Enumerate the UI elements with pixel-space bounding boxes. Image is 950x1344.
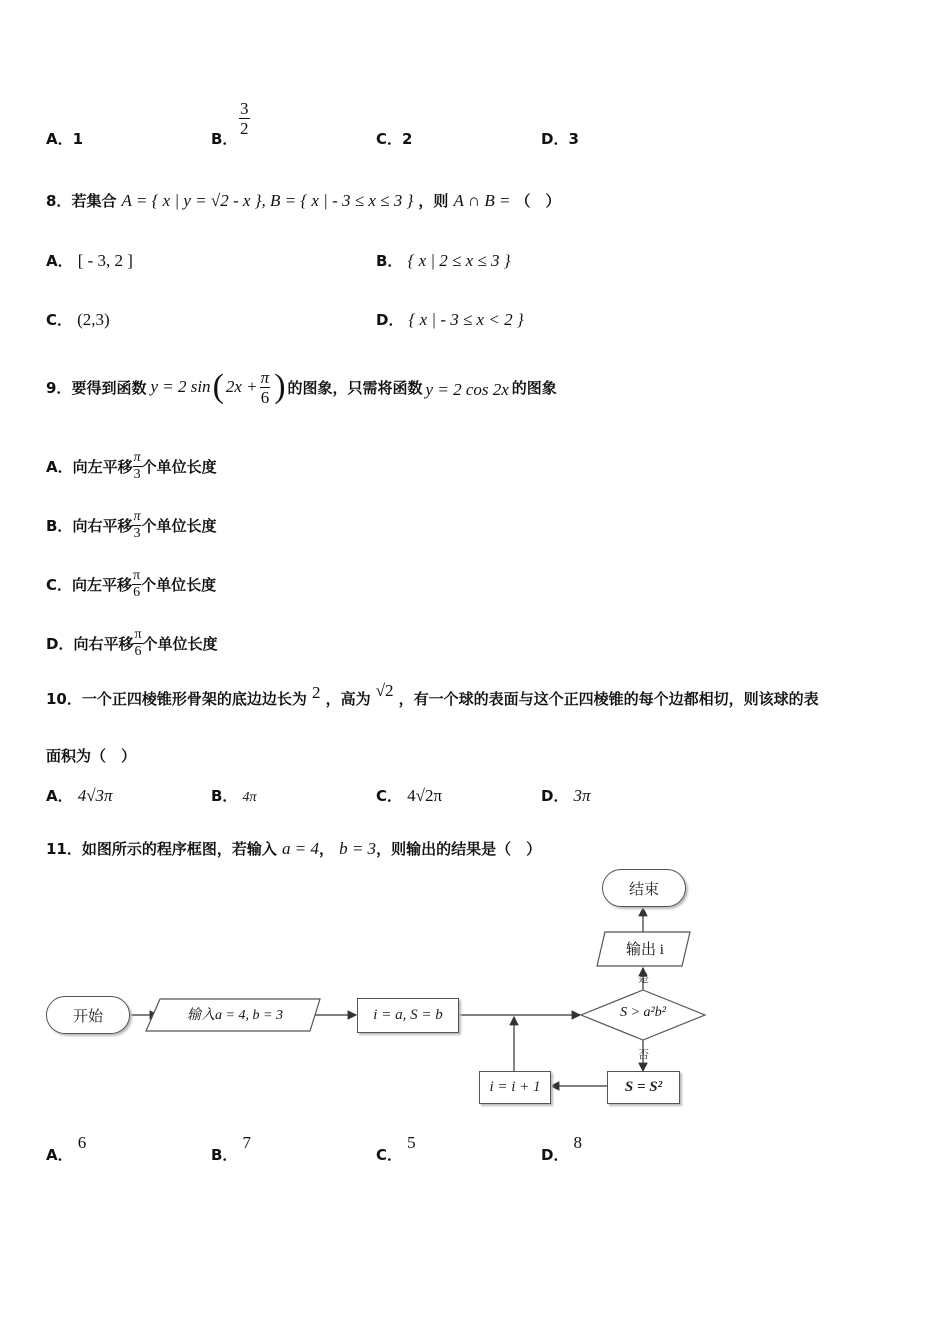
option-label: A． — [46, 787, 73, 805]
option-label: B． — [376, 252, 403, 270]
numerator: π — [134, 627, 142, 642]
flow-decision-text: S > a²b² — [620, 1005, 666, 1020]
option-value: 3 — [568, 130, 579, 148]
question-number: 10． — [46, 690, 82, 708]
height-value: √2 — [375, 681, 394, 700]
option-label: B． — [211, 130, 238, 148]
numerator: π — [133, 509, 141, 524]
numerator: 3 — [240, 99, 249, 118]
stem-text: ，高为 — [325, 690, 371, 708]
answer-paren: （ ） — [515, 192, 561, 210]
numerator: π — [260, 367, 270, 387]
separator: ， — [318, 840, 334, 858]
option-label: B． — [46, 517, 73, 535]
input-a: a = 4 — [281, 839, 319, 858]
stem-text: 要得到函数 — [71, 378, 147, 397]
option-label: C． — [46, 311, 73, 329]
input-b: b = 3 — [339, 839, 377, 858]
option-value: 6 — [77, 1133, 87, 1152]
unit-text: 个单位长度 — [142, 635, 218, 653]
option-value: { x | - 3 ≤ x < 2 } — [408, 310, 524, 329]
right-paren: ) — [274, 368, 286, 405]
option-value: 3π — [573, 786, 591, 805]
denominator: 6 — [260, 387, 270, 407]
flow-output — [605, 938, 685, 959]
q11-option-d[interactable] — [541, 1132, 583, 1164]
option-label: C． — [46, 576, 73, 594]
denominator: 6 — [134, 644, 142, 659]
function-1-argument: 2x + — [225, 377, 258, 396]
denominator: 6 — [133, 585, 141, 600]
option-label: D． — [46, 635, 74, 653]
option-value: 4π — [242, 790, 257, 805]
flow-start-text: 开始 — [72, 1008, 103, 1025]
flow-input — [160, 1004, 310, 1024]
option-label: D． — [541, 1146, 569, 1164]
option-label: C． — [376, 130, 403, 148]
q11-option-c[interactable] — [376, 1132, 416, 1164]
stem-text: 若集合 — [71, 192, 117, 210]
stem-text: 的图象 — [511, 378, 557, 397]
option-value: 2 — [402, 130, 413, 148]
numerator: π — [133, 450, 141, 465]
question-number: 11． — [46, 840, 82, 858]
flow-init-text: i = a, S = b — [373, 1007, 443, 1023]
flow-square-text: S = S² — [624, 1079, 663, 1095]
option-label: D． — [376, 311, 404, 329]
option-value: { x | 2 ≤ x ≤ 3 } — [407, 251, 511, 270]
intersection-expr: A ∩ B = — [453, 191, 511, 210]
flow-output-text: 输出 i — [626, 942, 664, 958]
numerator: π — [133, 568, 141, 583]
function-2: y = 2 cos 2x — [425, 380, 509, 399]
flow-increment-text: i = i + 1 — [489, 1079, 541, 1095]
flow-decision — [590, 1005, 696, 1021]
flow-end — [602, 869, 686, 907]
unit-text: 个单位长度 — [141, 458, 217, 476]
option-label: A． — [46, 458, 73, 476]
q10-stem-line2: 面积为（ ） — [46, 747, 137, 765]
function-1-prefix: y = 2 sin — [150, 377, 211, 396]
option-label: B． — [211, 787, 238, 805]
flow-no-label: 否 — [638, 1048, 649, 1061]
flow-square — [607, 1071, 680, 1104]
unit-text: 个单位长度 — [141, 576, 217, 594]
option-label: A． — [46, 252, 73, 270]
option-label: A． — [46, 1146, 73, 1164]
question-number: 9． — [46, 378, 72, 397]
flow-end-text: 结束 — [628, 881, 659, 898]
left-paren: ( — [212, 368, 224, 405]
option-label: D． — [541, 787, 569, 805]
option-label: C． — [376, 1146, 403, 1164]
direction: 向左平移 — [72, 458, 133, 476]
option-value: 7 — [242, 1133, 252, 1152]
option-label: D． — [541, 130, 569, 148]
option-value: 8 — [573, 1133, 583, 1152]
set-b: , B = { x | - 3 ≤ x ≤ 3 } — [261, 191, 414, 210]
denominator: 2 — [240, 119, 249, 138]
direction: 向左平移 — [72, 576, 133, 594]
q11-option-b[interactable] — [211, 1132, 252, 1164]
flow-yes-label: 是 — [638, 972, 649, 985]
option-value: 4√3π — [77, 786, 113, 805]
option-value: 4√2π — [407, 786, 443, 805]
option-label: A． — [46, 130, 73, 148]
stem-text: ，则 — [418, 192, 449, 210]
option-value: 1 — [72, 130, 84, 148]
option-label: B． — [211, 1146, 238, 1164]
option-label: C． — [376, 787, 403, 805]
option-value: 5 — [407, 1133, 416, 1152]
q11-option-a[interactable] — [46, 1132, 87, 1164]
stem-text: 如图所示的程序框图，若输入 — [81, 840, 277, 858]
stem-text: ，则输出的结果是（ ） — [376, 840, 542, 858]
flow-input-text: 输入a = 4, b = 3 — [187, 1008, 283, 1023]
stem-text: ，有一个球的表面与这个正四棱锥的每个边都相切，则该球的表 — [398, 690, 819, 708]
flow-init — [357, 998, 459, 1033]
unit-text: 个单位长度 — [141, 517, 217, 535]
denominator: 3 — [133, 526, 141, 541]
direction: 向右平移 — [73, 635, 134, 653]
denominator: 3 — [133, 467, 141, 482]
flow-increment — [479, 1071, 551, 1104]
edge-length: 2 — [311, 683, 321, 702]
set-a: A = { x | y = √2 - x } — [121, 191, 262, 210]
question-number: 8． — [46, 192, 72, 210]
option-value: (2,3) — [77, 310, 110, 329]
direction: 向右平移 — [72, 517, 133, 535]
stem-text: 的图象，只需将函数 — [287, 378, 423, 397]
option-value: [ - 3, 2 ] — [77, 251, 133, 270]
stem-text: 一个正四棱锥形骨架的底边边长为 — [81, 690, 307, 708]
flow-start — [46, 996, 130, 1034]
